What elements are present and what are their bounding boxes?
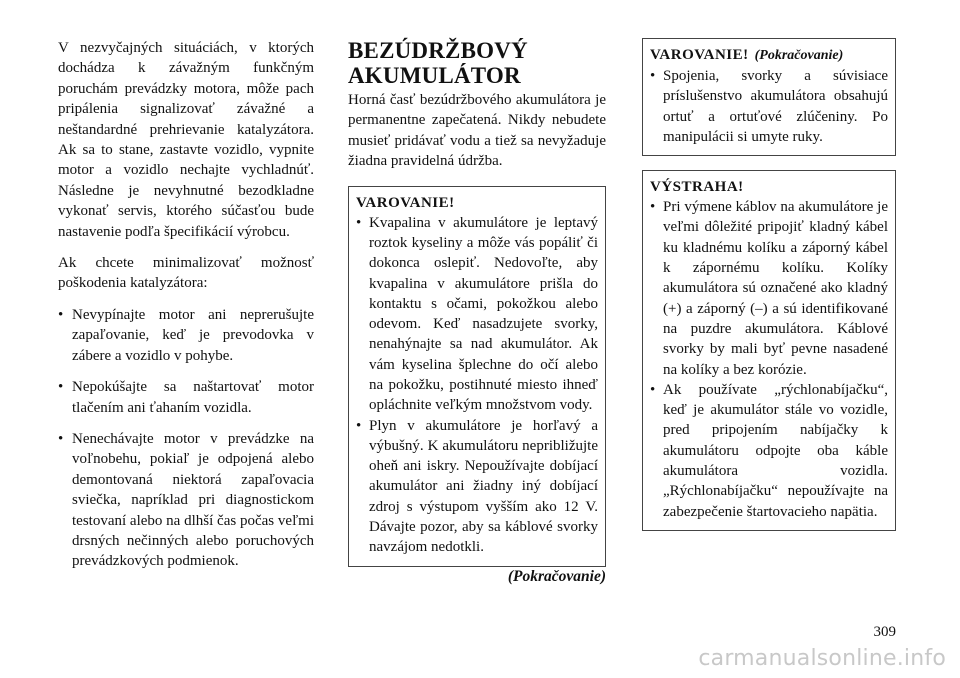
catalyst-overheat-paragraph: V nezvyčajných situáciách, v ktorých dochádza k závažným funkčným poruchám prevádzky motora, môže pach pripálenia signalizovať závažné a neštandardné prehrievanie katalyzátora. Ak sa to stane, zastavte vozidlo, vypnite motor a vozidlo nechajte vychladnúť. Následne je nevyhnutné bezodkladne vykonať servis, ktorého súčasťou bude nastavenie podľa špecifikácií výrobcu. bbox=[58, 40, 314, 240]
list-item: • Kvapalina v akumulátore je leptavý roztok kyseliny a môže vás popáliť či dokonca oslepiť. Nedovoľte, aby kvapalina v akumulátore prišla do kontaktu s očami, pokožkou alebo odevom. Keď nasadzujete svorky, nenahýnajte sa nad akumulátor. Ak vám kyselina šplechne do očí alebo na pokožku, postihnuté miesto ihneď opláchnite veľkým množstvom vody. bbox=[356, 213, 598, 416]
battery-intro-paragraph: Horná časť bezúdržbového akumulátora je permanentne zapečatená. Nikdy nebudete musieť pridávať vodu a tiež sa nevyžaduje žiadna pravidelná údržba. bbox=[348, 92, 606, 170]
watermark: carmanualsonline.info bbox=[698, 646, 946, 671]
warning-title: VAROVANIE! (Pokračovanie) bbox=[650, 47, 844, 63]
page-number: 309 bbox=[873, 624, 896, 640]
caution-title: VÝSTRAHA! bbox=[650, 179, 744, 196]
caution-box bbox=[642, 170, 896, 531]
list-item: • Pri výmene káblov na akumulátore je veľmi dôležité pripojiť kladný kábel ku kladnému kolíku a záporný kábel k zápornému kolíku. Kolíky akumulátora sú označené ako kladný (+) a záporný (–) a sú identifikované na puzdre akumulátora. Káblové svorky by mali byť pevne nasadené na kolíky a bez korózie. bbox=[650, 197, 888, 380]
left-column bbox=[58, 38, 314, 572]
list-item: • Spojenia, svorky a súvisiace príslušenstvo akumulátora obsahujú ortuť a ortuťové zlúčeniny. Po manipulácii si umyte ruky. bbox=[650, 66, 888, 147]
warning-list bbox=[650, 66, 888, 147]
list-item: • Plyn v akumulátore je horľavý a výbušný. K akumulátoru nepribližujte oheň ani iskry. Nepoužívajte dobíjací akumulátor ani žiadny iný dobíjací zdroj s výstupom vyšším ako 12 V. Dávajte pozor, aby sa káblové svorky navzájom nedotkli. bbox=[356, 416, 598, 558]
caution-list bbox=[650, 197, 888, 522]
list-item: • Ak používate „rýchlonabíjačku“, keď je akumulátor stále vo vozidle, pred pripojením nabíjačky k akumulátoru odpojte oba káble akumulátora vozidla. „Rýchlonabíjačku“ nepoužívajte na zabezpečenie štartovacieho napätia. bbox=[650, 380, 888, 522]
warning-continued-label: (Pokračovanie) bbox=[754, 48, 844, 63]
middle-column bbox=[348, 38, 606, 586]
continued-label: (Pokračovanie) bbox=[507, 567, 606, 585]
list-item: • Nevypínajte motor ani neprerušujte zapaľovanie, keď je prevodovka v zábere a vozidlo v pohybe. bbox=[58, 305, 314, 366]
warning-list bbox=[356, 213, 598, 558]
list-item: • Nenechávajte motor v prevádzke na voľnobehu, pokiaľ je odpojená alebo demontovaná niektorá zapaľovacia sviečka, napríklad pri diagnostickom testovaní alebo na dlhší čas počas veľmi drsných nečinných alebo poruchových prevádzkových podmienok. bbox=[58, 429, 314, 572]
warning-box bbox=[348, 186, 606, 567]
list-item: • Nepokúšajte sa naštartovať motor tlačením ani ťahaním vozidla. bbox=[58, 377, 314, 418]
catalyst-precautions-list bbox=[58, 305, 314, 572]
warning-continued-box bbox=[642, 38, 896, 156]
warning-title: VAROVANIE! bbox=[356, 194, 455, 211]
catalyst-damage-intro: Ak chcete minimalizovať možnosť poškodenia katalyzátora: bbox=[58, 255, 314, 292]
section-heading: BEZÚDRŽBOVÝ AKUMULÁTOR bbox=[348, 38, 528, 88]
right-column bbox=[642, 38, 896, 531]
